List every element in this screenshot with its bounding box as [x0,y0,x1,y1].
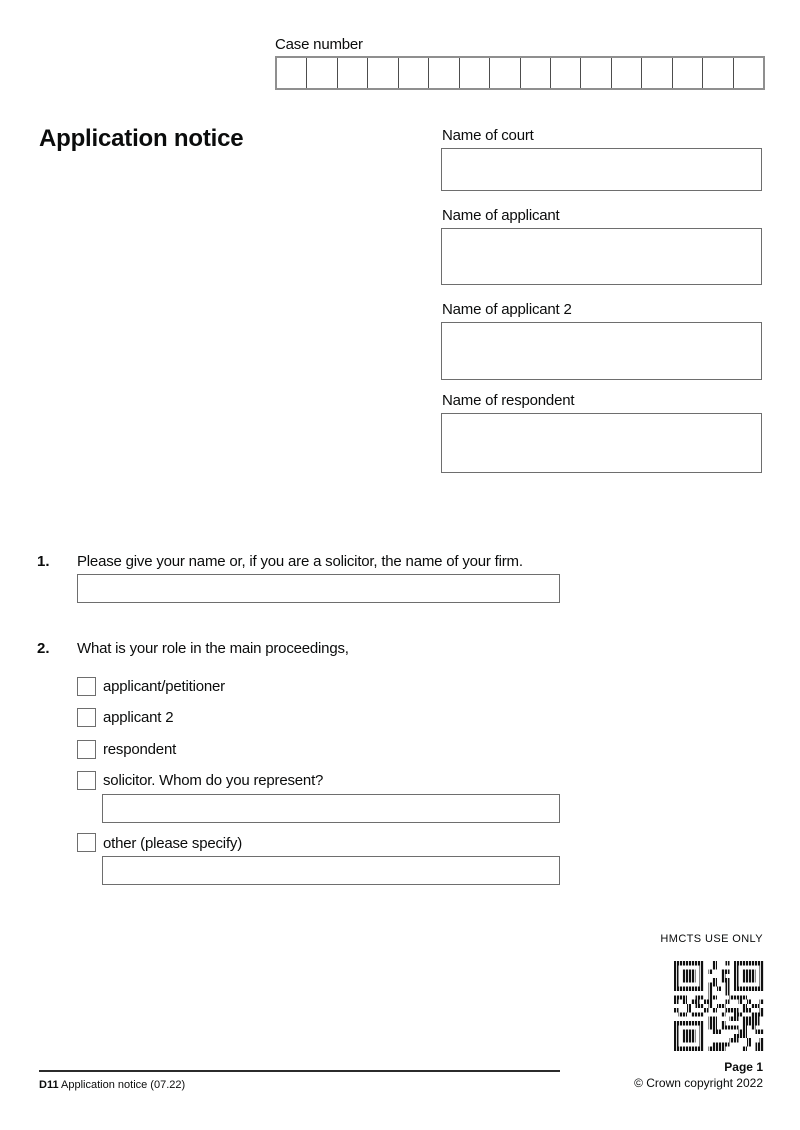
case-number-cell[interactable] [367,58,397,88]
solicitor-represent-input[interactable] [102,794,560,823]
name-of-applicant-2-label: Name of applicant 2 [442,301,572,318]
option-label-applicant-2: applicant 2 [103,709,174,726]
footer-right [634,1060,763,1090]
name-of-respondent-label: Name of respondent [442,392,575,409]
case-number-cell[interactable] [611,58,641,88]
case-number-cell[interactable] [580,58,610,88]
option-label-other: other (please specify) [103,835,243,852]
copyright-notice: © Crown copyright 2022 [634,1076,763,1090]
case-number-cell[interactable] [428,58,458,88]
footer-divider [39,1070,560,1072]
qr-code-icon [674,961,764,1051]
form-title-version: Application notice (07.22) [58,1079,186,1091]
name-of-applicant-field[interactable] [441,228,762,285]
case-number-grid [275,56,765,90]
checkbox-applicant-2[interactable] [77,708,96,727]
question-1-number: 1. [37,553,50,570]
case-number-label: Case number [275,36,363,53]
question-1-text: Please give your name or, if you are a solicitor, the name of your firm. [77,553,523,570]
case-number-cell[interactable] [459,58,489,88]
case-number-cell[interactable] [306,58,336,88]
question-2-number: 2. [37,640,50,657]
case-number-cell[interactable] [337,58,367,88]
case-number-cell[interactable] [550,58,580,88]
case-number-cell[interactable] [733,58,763,88]
page-title: Application notice [39,125,244,152]
checkbox-respondent[interactable] [77,740,96,759]
name-of-applicant-2-field[interactable] [441,322,762,380]
option-label-respondent: respondent [103,741,177,758]
option-label-solicitor: solicitor. Whom do you represent? [103,772,324,789]
name-of-court-field[interactable] [441,148,762,191]
checkbox-applicant-petitioner[interactable] [77,677,96,696]
case-number-cell[interactable] [277,58,306,88]
name-of-court-label: Name of court [442,127,534,144]
case-number-cell[interactable] [398,58,428,88]
page-number: Page 1 [724,1060,763,1074]
question-2-text: What is your role in the main proceedings, [77,640,349,657]
checkbox-other[interactable] [77,833,96,852]
other-specify-input[interactable] [102,856,560,885]
name-of-applicant-label: Name of applicant [442,207,560,224]
form-code: D11 [39,1079,59,1091]
case-number-cell[interactable] [672,58,702,88]
case-number-cell[interactable] [520,58,550,88]
option-label-applicant-petitioner: applicant/petitioner [103,678,225,695]
name-of-respondent-field[interactable] [441,413,762,473]
checkbox-solicitor[interactable] [77,771,96,790]
case-number-cell[interactable] [641,58,671,88]
case-number-cell[interactable] [702,58,732,88]
hmcts-use-only-label: HMCTS USE ONLY [660,933,763,945]
form-reference [39,1079,185,1091]
q1-name-or-firm-input[interactable] [77,574,560,603]
case-number-cell[interactable] [489,58,519,88]
